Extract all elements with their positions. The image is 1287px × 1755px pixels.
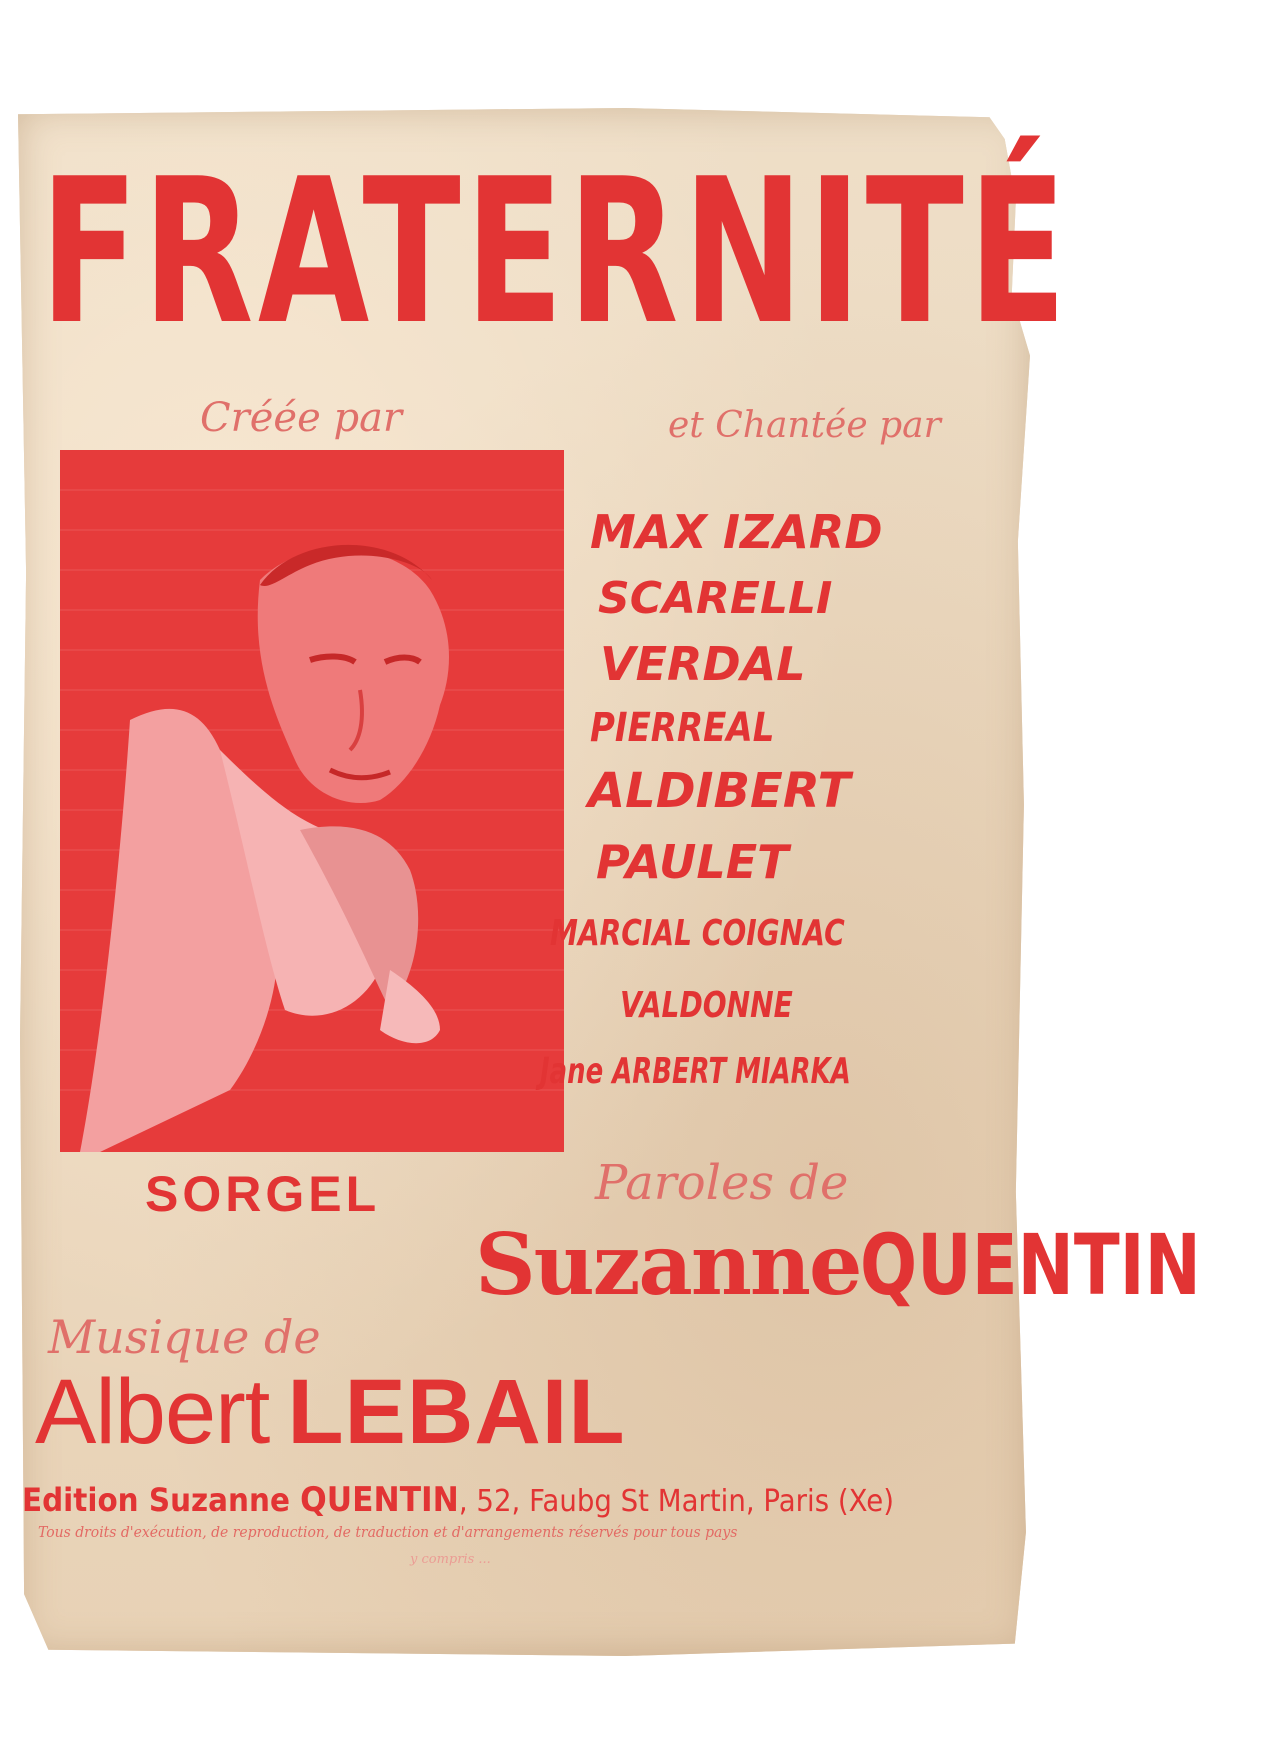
singer-name: SCARELLI bbox=[598, 573, 833, 624]
lyricist bbox=[475, 1215, 1287, 1314]
singer-name: PAULET bbox=[596, 835, 789, 889]
composer bbox=[35, 1360, 626, 1465]
created-by-label: Créée par bbox=[200, 395, 403, 441]
portrait-photo bbox=[60, 450, 564, 1152]
edition-prefix: Edition bbox=[22, 1481, 139, 1519]
portrait-icon bbox=[60, 450, 564, 1152]
creator-name: SORGEL bbox=[145, 1166, 381, 1222]
edition-line bbox=[22, 1480, 894, 1520]
lyrics-label: Paroles de bbox=[595, 1155, 849, 1211]
lyricist-first-name: Suzanne bbox=[475, 1215, 861, 1314]
singer-name: MARCIAL COIGNAC bbox=[550, 913, 845, 954]
edition-publisher-first: Suzanne bbox=[148, 1481, 290, 1519]
singer-name: ALDIBERT bbox=[588, 763, 851, 819]
edition-publisher-last: QUENTIN bbox=[300, 1480, 459, 1520]
singer-name: VERDAL bbox=[600, 637, 806, 691]
sung-by-label: et Chantée par bbox=[668, 405, 941, 446]
composer-first-name: Albert bbox=[35, 1361, 270, 1463]
composer-last-name: LEBAIL bbox=[287, 1361, 626, 1463]
music-label: Musique de bbox=[48, 1310, 321, 1364]
singer-name: Jane ARBERT MIARKA bbox=[540, 1051, 851, 1092]
singer-name: VALDONNE bbox=[620, 985, 793, 1026]
edition-address: , 52, Faubg St Martin, Paris (Xe) bbox=[458, 1484, 895, 1519]
rights-notice: Tous droits d'exécution, de reproduction, de traduction et d'arrangements réservés pour tous pays bbox=[38, 1523, 738, 1541]
lyricist-last-name: QUENTIN bbox=[860, 1216, 1202, 1314]
singer-name: MAX IZARD bbox=[590, 505, 883, 559]
rights-notice-2: y compris ... bbox=[410, 1552, 491, 1567]
singer-name: PIERREAL bbox=[590, 705, 775, 751]
song-title: FRATERNITÉ bbox=[40, 136, 1071, 369]
